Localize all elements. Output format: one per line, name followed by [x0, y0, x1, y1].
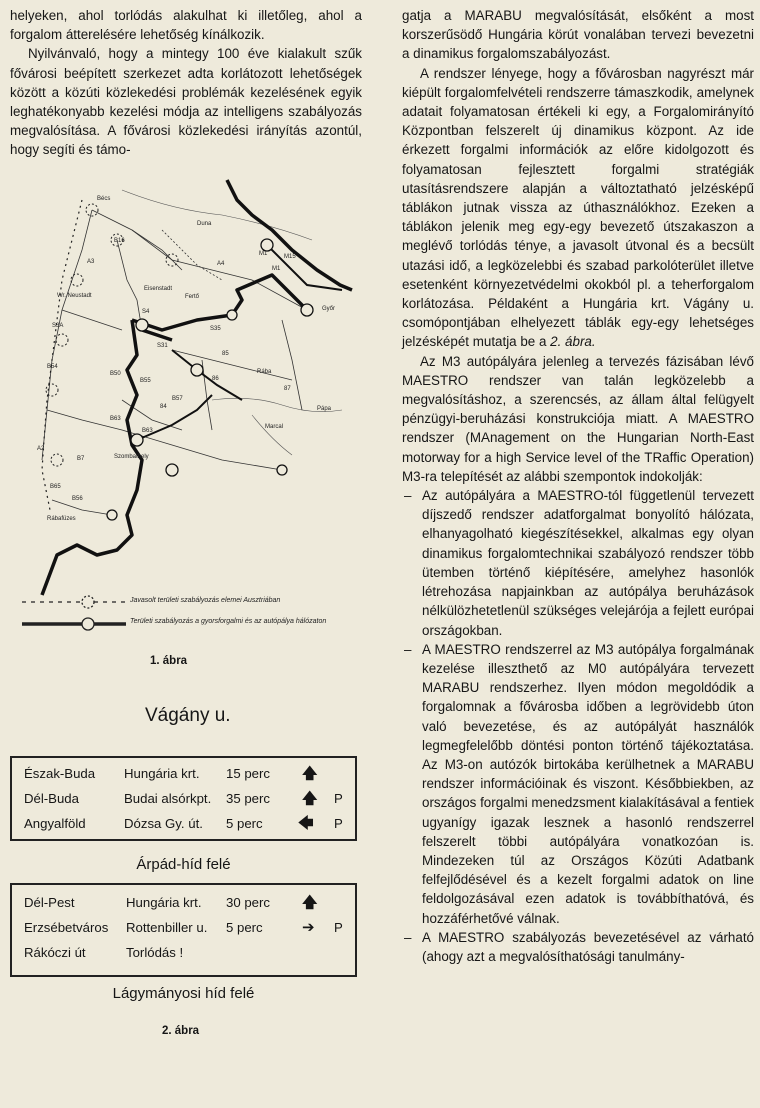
map-label: M15 [284, 254, 296, 260]
figure-caption-2: 2. ábra [162, 1025, 200, 1037]
sign-via: Rottenbiller u. [126, 920, 208, 935]
map-label: Rábafüzes [47, 516, 76, 522]
sign-direction-2: Lágymányosi híd felé [112, 985, 255, 1002]
left-column [10, 6, 362, 160]
map-label: 84 [160, 404, 167, 410]
sign-time: 5 perc [226, 920, 263, 935]
map-label: S4 [142, 309, 150, 315]
right-column [402, 6, 754, 966]
sign-via: Hungária krt. [124, 766, 200, 781]
arrow-up-icon: 🡅 [302, 765, 318, 782]
map-label: B16 [114, 238, 125, 244]
sign-from: Dél-Pest [24, 895, 75, 910]
sign-row [12, 811, 355, 836]
legend-text-1: Javasolt területi szabályozás elemei Ausztriában [130, 597, 281, 604]
sign-row [12, 940, 355, 965]
map-label: Szombathely [114, 454, 149, 460]
sign-from: Erzsébetváros [24, 920, 109, 935]
map-label: Pápa [317, 406, 332, 412]
parking-icon: P [334, 791, 343, 806]
map-label: B54 [47, 364, 58, 370]
sign-time: 35 perc [226, 791, 270, 806]
sign-from: Rákóczi út [24, 945, 86, 960]
sign-via: Dózsa Gy. út. [124, 816, 203, 831]
figure-reference: 2. ábra. [550, 334, 596, 350]
bullet-item-3: – A MAESTRO szabályozás bevezetésével az várható (ahogy azt a megvalósíthatósági tanulmány- [402, 928, 754, 966]
map-label: S31 [157, 343, 168, 349]
road-map [22, 170, 354, 618]
map-label: A3 [87, 259, 95, 265]
sign-time: 5 perc [226, 816, 263, 831]
map-label: S35 [210, 326, 221, 332]
sign-box-lagymanyosi [10, 883, 357, 977]
map-label: 87 [284, 386, 291, 392]
map-label: M1 [259, 251, 268, 257]
right-paragraph-2-text: A rendszer lényege, hogy a fővárosban nagyrészt már kiépült forgalomfelvételi rendszerre támaszkodik, amelynek adatait folyamatosan értékeli ki egy, a Forgalomirányító Központban felszerelt új dinamikus központ. Az ide érkezett forgalmi információk az előre kidolgozott és folyamatosan fejlesztett forgalmi stratégiák utasításrendszere alapján a változtatható jelzésképű táblákon jutnak vissza az úthasználókhoz. Ezeken a táblákon jelenik meg egy-egy bevezető útszakaszon a meglévő torlódás ténye, a javasolt útvonal és a becsült utazási idő, a legközelebbi és szabad parkolóterület illetve esetenként környezetvédelmi okokból pl. a teherforgalom korlátozása. Példaként a Hungária krt. Vágány u. csomópontjában elhelyezett táblák egy-egy lehetséges jelzésképét mutatja be a [402, 65, 754, 350]
sign-time: 15 perc [226, 766, 270, 781]
map-label: Bécs [97, 196, 111, 202]
sign-from: Dél-Buda [24, 791, 79, 806]
right-paragraph-2 [402, 64, 754, 352]
arrow-up-icon: 🡅 [302, 894, 318, 911]
map-label: Wr. Neustadt [57, 293, 92, 299]
right-paragraph-3: Az M3 autópályára jelenleg a tervezés fázisában lévő MAESTRO rendszer van talán legközelebb a megvalósításhoz, a szerencsés, az állam által felügyelt pénzügyi-beruházási konstrukciója miatt. A MAESTRO rendszer (MAnagement on the Hungarian North-East motorway for a high Service level of the TRaffic Operation) M3-ra telepítését az alábbi szempontok indokolják: [402, 353, 754, 484]
map-label: Eisenstadt [144, 286, 173, 292]
sign-direction-1: Árpád-híd felé [136, 856, 231, 873]
arrow-right-icon: ➔ [302, 919, 315, 936]
map-label: A4 [217, 261, 225, 267]
sign-via: Torlódás ! [126, 945, 184, 960]
left-paragraph-2: Nyilvánvaló, hogy a mintegy 100 éve kialakult szűk fővárosi beépített szerkezet adta korlátozott lehetőségek között a közúti közlekedési problémák kezelésének egyik leghatékonyabb kezelési módja az intelligens szabályozás megvalósítása. A fővárosi közlekedési irányítás azontúl, hogy segíti és támo- [10, 46, 362, 158]
map-label: B7 [77, 456, 85, 462]
arrow-left-icon: 🡄 [298, 815, 314, 832]
map-label: Marcal [265, 424, 284, 430]
right-paragraph-1: gatja a MARABU megvalósítását, elsőként a most korszerűsödő Hungária körút vonalában tervezi bevezetni a dinamikus forgalomszabályozást. [402, 8, 754, 62]
legend-symbols [22, 590, 142, 635]
left-paragraph-1: helyeken, ahol torlódás alakulhat ki illetőleg, ahol a forgalom átterelésére lehetőség kínálkozik. [10, 8, 362, 43]
sign-box-arpad [10, 756, 357, 841]
map-label: B50 [110, 371, 121, 377]
map-label: 85 [222, 351, 229, 357]
figure-caption-1: 1. ábra [150, 655, 188, 667]
parking-icon: P [334, 920, 343, 935]
map-label: M1 [272, 266, 281, 272]
sign-via: Hungária krt. [126, 895, 202, 910]
map-label: Rába [257, 369, 272, 375]
sign-via: Budai alsórkpt. [124, 791, 212, 806]
sign-row [12, 761, 355, 786]
map-label: B56 [72, 496, 83, 502]
map-label: Győr [322, 306, 336, 312]
sign-row [12, 786, 355, 811]
map-label: B57 [172, 396, 183, 402]
parking-icon: P [334, 816, 343, 831]
map-label: B63 [110, 416, 121, 422]
map-label: Duna [197, 221, 212, 227]
sign-time: 30 perc [226, 895, 270, 910]
map-label: B65 [50, 484, 61, 490]
map-label: B63 [142, 428, 153, 434]
map-label: A2 [37, 446, 45, 452]
sign-row [12, 915, 355, 940]
bullet-item-1: – Az autópályára a MAESTRO-tól függetlenül tervezett díjszedő rendszer adatforgalmat bonyolító hálózata, elhanyagolható kiegészítésekkel, alkalmas egy olyan dinamikus forgalomtechnikai szabályozó rendszer több ütemben történő kiépítésére, amelyhez hasonlók létrehozása napjainkban az autópálya beruházások nélkülözhetetlenül szükséges velejárója a fejlett európai országokban. [402, 486, 754, 640]
map-legend [22, 590, 357, 650]
map-label: Fertő [185, 294, 200, 300]
sign-row [12, 890, 355, 915]
sign-title: Vágány u. [145, 705, 231, 726]
bullet-item-2: – A MAESTRO rendszerrel az M3 autópálya forgalmának kezelése illeszthető az M0 autópályára tervezett MARABU rendszerhez. Ilyen módon megoldódik a forgalomnak a fővárosba időben a legrövidebb úton való bevezetése, és az autópályát használók legmegfelelőbb döntési ponton történő tájékoztatása. Az M3-on autózók birtokába kerülhetnek a MARABU rendszer információinak és viszont. Későbbiekben, az országos forgalmi menedzsment kialakításával a fentiek ugyanígy igazak lesznek a hasonló rendszerrel felszerelt többi autópályára vonatkozóan is. Mindezeken túl az Országos Közúti Adatbank felfejlődésével és a kezelt forgalmi adatok on line feldolgozásával ezen adatok is továbbíthatóvá, és hozzáférhetővé válnak. [402, 640, 754, 928]
sign-from: Angyalföld [24, 816, 86, 831]
sign-from: Észak-Buda [24, 766, 96, 781]
arrow-up-icon: 🡅 [302, 790, 318, 807]
legend-text-2: Területi szabályozás a gyorsforgalmi és az autópálya hálózaton [130, 618, 327, 625]
map-label: 86 [212, 376, 219, 382]
map-label: B55 [140, 378, 151, 384]
map-label: S3A [52, 323, 64, 329]
